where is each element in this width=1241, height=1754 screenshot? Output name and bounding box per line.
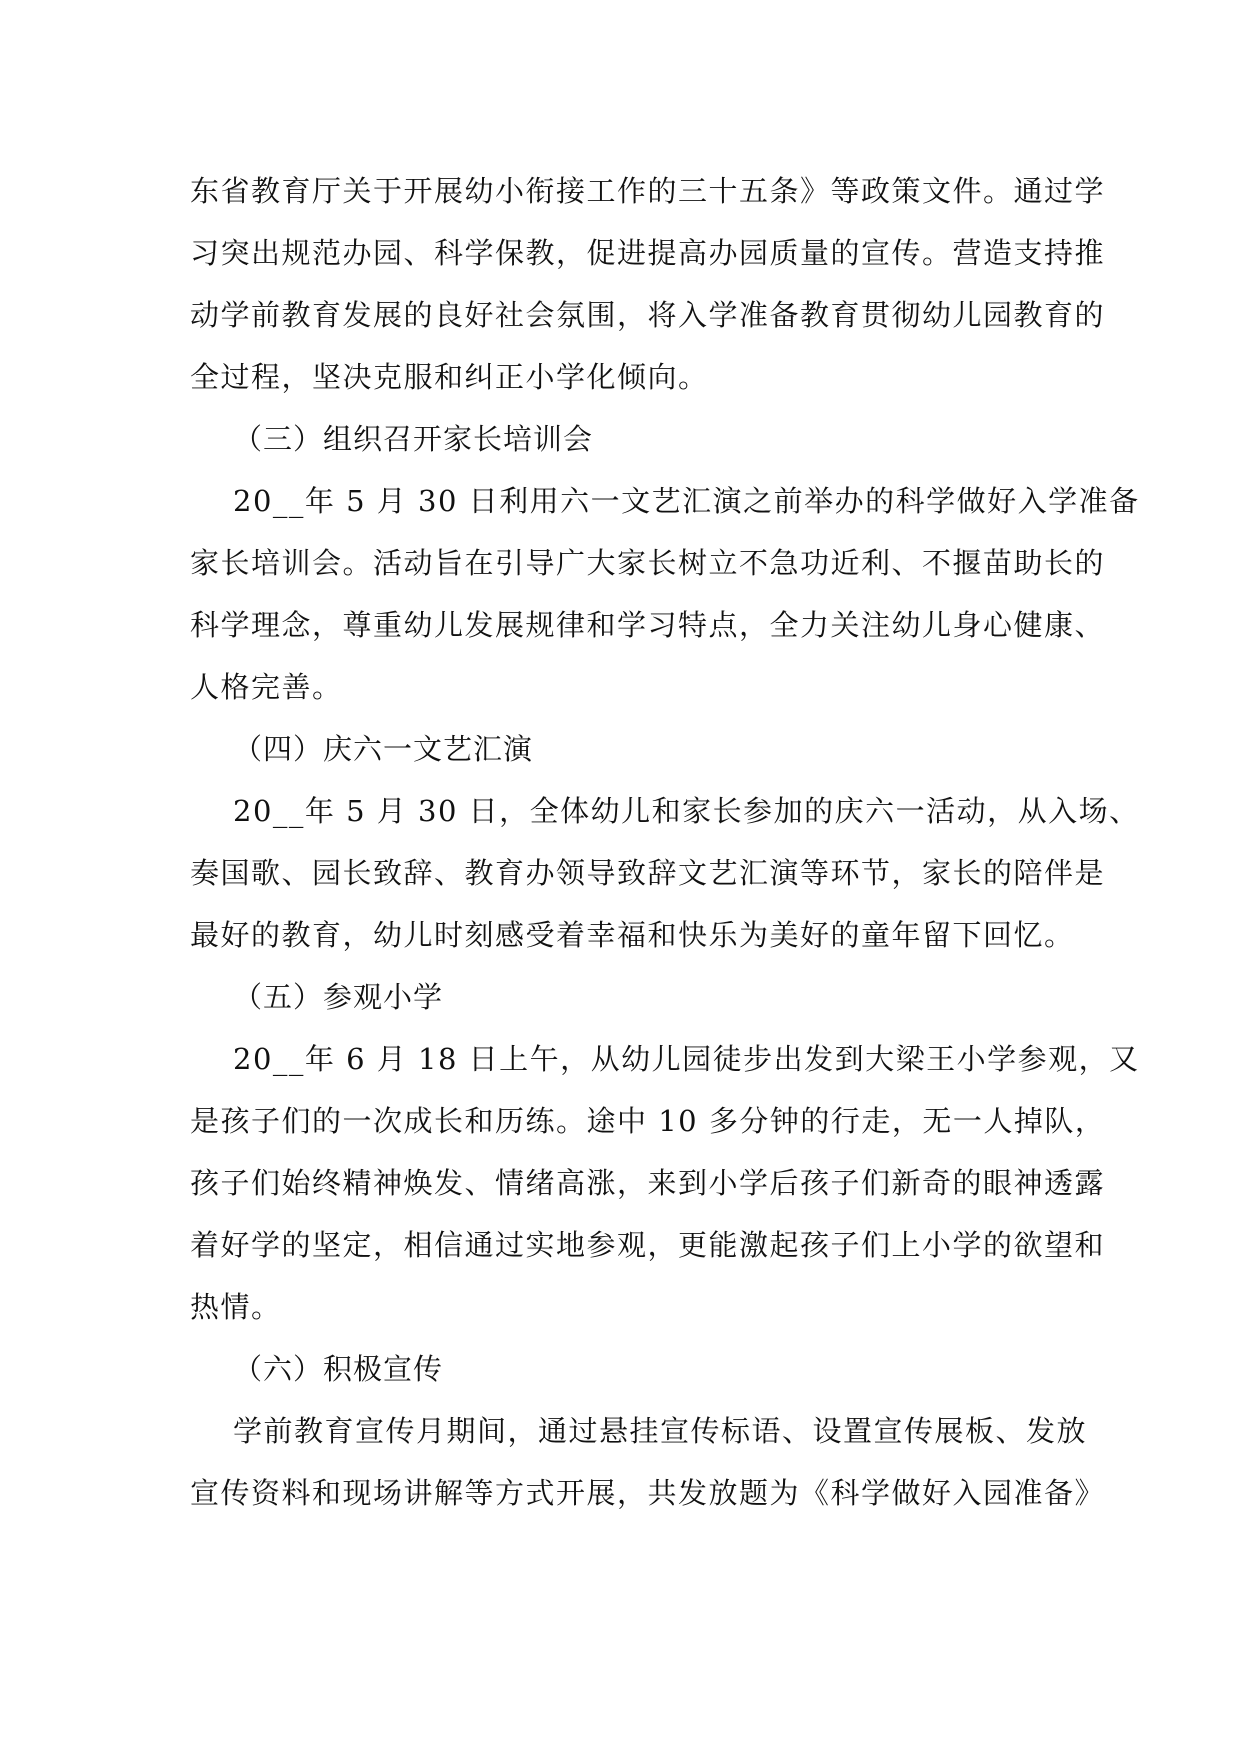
body-line: 是孩子们的一次成长和历练。途中 10 多分钟的行走，无一人掉队，	[190, 1104, 1106, 1138]
body-line: 宣传资料和现场讲解等方式开展，共发放题为《科学做好入园准备》	[190, 1476, 1106, 1510]
body-line: 习突出规范办园、科学保教，促进提高办园质量的宣传。营造支持推	[190, 236, 1106, 270]
body-line: 热情。	[190, 1290, 282, 1324]
document-page	[190, 160, 1140, 1524]
section-heading-4: （四）庆六一文艺汇演	[233, 732, 534, 766]
section-heading-6: （六）积极宣传	[233, 1352, 444, 1386]
section-heading-5: （五）参观小学	[233, 980, 444, 1014]
body-line: 着好学的坚定，相信通过实地参观，更能激起孩子们上小学的欲望和	[190, 1228, 1106, 1262]
body-line: 20__年 6 月 18 日上午，从幼儿园徒步出发到大梁王小学参观，又	[233, 1042, 1140, 1076]
body-line: 科学理念，尊重幼儿发展规律和学习特点，全力关注幼儿身心健康、	[190, 608, 1106, 642]
section-heading-3: （三）组织召开家长培训会	[233, 422, 594, 456]
body-line: 家长培训会。活动旨在引导广大家长树立不急功近利、不揠苗助长的	[190, 546, 1106, 580]
body-line: 东省教育厅关于开展幼小衔接工作的三十五条》等政策文件。通过学	[190, 174, 1106, 208]
body-line: 全过程，坚决克服和纠正小学化倾向。	[190, 360, 709, 394]
body-line: 奏国歌、园长致辞、教育办领导致辞文艺汇演等环节，家长的陪伴是	[190, 856, 1106, 890]
body-line: 20__年 5 月 30 日利用六一文艺汇演之前举办的科学做好入学准备	[233, 484, 1140, 518]
body-line: 孩子们始终精神焕发、情绪高涨，来到小学后孩子们新奇的眼神透露	[190, 1166, 1106, 1200]
body-line: 动学前教育发展的良好社会氛围，将入学准备教育贯彻幼儿园教育的	[190, 298, 1106, 332]
body-line: 20__年 5 月 30 日，全体幼儿和家长参加的庆六一活动，从入场、	[233, 794, 1140, 828]
body-line: 最好的教育，幼儿时刻感受着幸福和快乐为美好的童年留下回忆。	[190, 918, 1075, 952]
body-line: 人格完善。	[190, 670, 343, 704]
body-line: 学前教育宣传月期间，通过悬挂宣传标语、设置宣传展板、发放	[233, 1414, 1088, 1448]
